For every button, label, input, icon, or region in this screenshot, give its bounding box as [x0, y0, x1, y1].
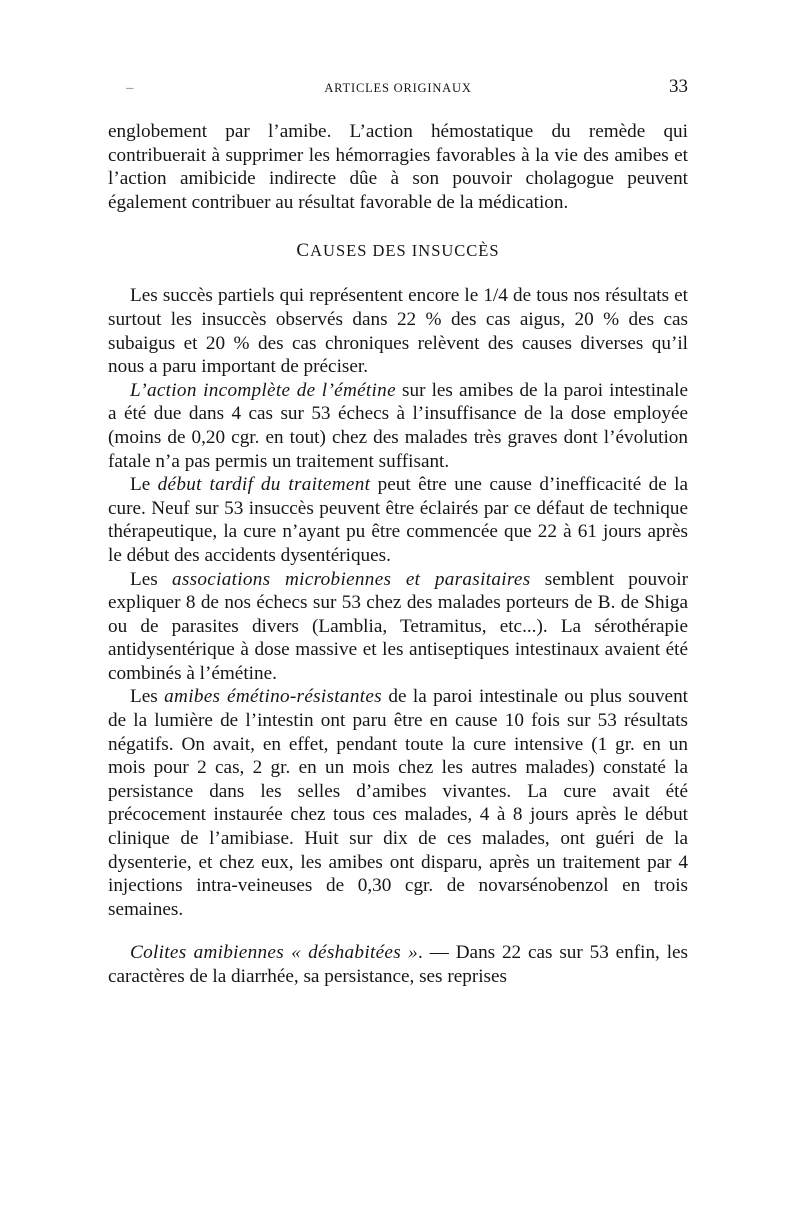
- section-heading-initial: C: [296, 240, 311, 262]
- paragraph-late-start: [108, 473, 688, 567]
- paragraph-continuation: englobement par l’amibe. L’action hémostatique du remède qui contribuerait à supprimer les hémorragies favorables à la vie des amibes et l’action amibicide indirecte dûe à son pouvoir cholagogue peuvent également contribuer au résultat favorable de la médication.: [108, 121, 688, 213]
- paragraph-text: Le: [130, 474, 158, 496]
- section-heading-rest: AUSES DES INSUCCÈS: [310, 241, 500, 261]
- paragraph-text: Les: [130, 568, 172, 590]
- paragraph-partial-successes: Les succès partiels qui représentent encore le 1/4 de tous nos résultats et surtout les insuccès observés dans 22 % des cas aigus, 20 % des cas subaigus et 20 % des cas chroniques relèvent des causes diverses qu’il nous a paru important de préciser.: [108, 285, 688, 378]
- italic-term: L’action incomplète de l’émétine: [130, 379, 396, 401]
- paragraph-associations: [108, 568, 688, 686]
- paragraph-text: peut être une cause d’inefficacité de la cure. Neuf sur 53 insuccès peuvent être éclairés par ce défaut de technique thérapeutique, la cure n’ayant pu être commencée que 22 à 61 jours après le début des accidents dysentériques.: [108, 474, 688, 566]
- italic-term: amibes émétino-résistantes: [164, 686, 382, 708]
- header-dash: –: [126, 80, 134, 96]
- page-number: 33: [669, 76, 688, 97]
- paragraph-incomplete-action: [108, 379, 688, 473]
- page-header: [108, 76, 688, 102]
- paragraph-text: de la paroi intestinale ou plus souvent de la lumière de l’intestin ont paru être en cause 10 fois sur 53 résultats négatifs. On avait, en effet, pendant toute la cure intensive (1 gr. en un mois pour 2 cas, 2 gr. en un mois chez les autres malades) constaté la persistance dans les selles d’amibes vivantes. La cure avait été précocement instaurée chez tous ces malades, 4 à 8 jours après le début clinique de l’amibiase. Huit sur dix de ces malades, ont guéri de la dysenterie, et chez eux, les amibes ont disparu, après un traitement par 4 injections intra-veineuses de 0,30 cgr. de novarsénobenzol en trois semaines.: [108, 686, 688, 920]
- running-title: ARTICLES ORIGINAUX: [324, 81, 472, 95]
- paragraph-colites: [108, 941, 688, 988]
- paragraph-resistant-amoebas: [108, 685, 688, 921]
- page-body: [108, 120, 688, 989]
- italic-term: début tardif du traitement: [157, 474, 371, 496]
- paragraph-text: sur les amibes de la paroi intestinale a été due dans 4 cas sur 53 échecs à l’insuffisance de la dose employée (moins de 0,20 cgr. en tout) chez des malades très graves dont l’évolution fatale n’a pas permis un traitement suffisant.: [108, 379, 688, 472]
- italic-term: associations microbiennes et parasitaires: [171, 568, 531, 590]
- paragraph-text: . — Dans 22 cas sur 53 enfin, les caractères de la diarrhée, sa persistance, ses reprises: [108, 942, 689, 987]
- paragraph-text: Les: [130, 686, 165, 708]
- italic-term: Colites amibiennes « déshabitées »: [130, 942, 419, 964]
- paragraph-text: semblent pouvoir expliquer 8 de nos échecs sur 53 chez des malades porteurs de B. de Shiga ou de parasites divers (Lamblia, Tetramitus, etc...). La sérothérapie antidysentérique à dose massive et les antiseptiques intestinaux avaient été combinés à l’émétine.: [108, 568, 688, 684]
- section-heading: [108, 240, 688, 262]
